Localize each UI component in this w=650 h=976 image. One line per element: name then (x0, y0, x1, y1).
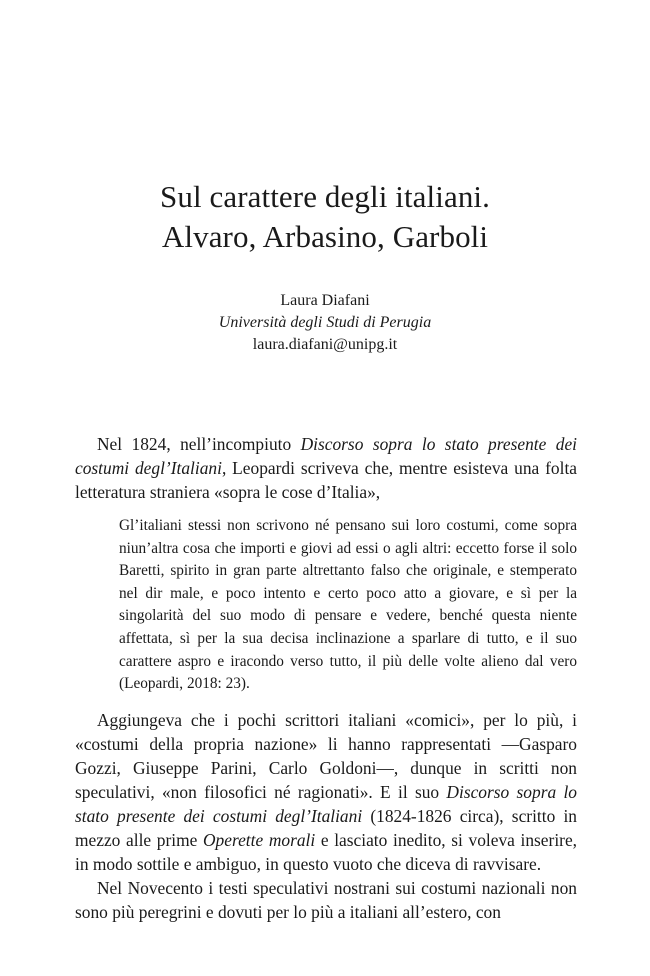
paragraph-intro-text-c: , Leopardi scriveva che, mentre esisteva una folta letteratura straniera «sopra le cose d’Italia», (75, 458, 578, 502)
author-email: laura.diafani@unipg.it (252, 336, 398, 353)
body-continuation (75, 708, 577, 924)
paragraph-second-text-c: (1824-1826 circa), scritto in mezzo alle prime (75, 806, 577, 850)
paragraph-intro (75, 432, 577, 504)
article-title-line-2: Alvaro, Arbasino, Garboli (161, 219, 489, 254)
paragraph-second-text-a: Aggiungeva che i pochi scrittori italiani «comici», per lo più, i «costumi della propria nazione» li hanno rappresentati —Gasparo Gozzi, Giuseppe Parini, Carlo Goldoni—, dunque in scritti non speculativi, «non filosofici né ragionati». E il suo (75, 710, 577, 802)
paragraph-intro-work-title: Discorso sopra lo stato presente dei costumi degl’Italiani (75, 434, 577, 478)
paragraph-second-operette-title: Operette morali (202, 830, 316, 850)
paragraph-second-work-title: Discorso sopra lo stato presente dei costumi degl’Italiani (75, 782, 577, 826)
paragraph-intro-text-a: Nel 1824, nell’incompiuto (97, 434, 301, 454)
paragraph-second (75, 708, 577, 876)
author-affiliation: Università degli Studi di Perugia (218, 314, 432, 331)
paragraph-third: Nel Novecento i testi speculativi nostrani sui costumi nazionali non sono più peregrini e dovuti per lo più a italiani all’estero, con (75, 878, 577, 922)
paragraph-second-text-e: e lasciato inedito, si voleva inserire, in modo sottile e ambiguo, in questo vuoto che diceva di ravvisare. (75, 830, 578, 874)
article-title-line-1: Sul carattere degli italiani. (160, 179, 490, 214)
block-quote: Gl’italiani stessi non scrivono né pensano sui loro costumi, come sopra niun’altra cosa che importi e giovi ad essi o agli altri: eccetto forse il solo Baretti, spirito in gran parte altrettanto falso che originale, e stemperato nel dir male, e poco intento e certo poco atto a giovare, e sì per la singolarità del suo modo di pensare e vedere, benché questa niente affettata, sì per la sua decisa inclinazione a sparlare di tutto, e il suo carattere aspro e iracondo verso tutto, il più delle volte alieno dal vero (Leopardi, 2018: 23). (119, 517, 577, 693)
author-name: Laura Diafani (280, 292, 370, 309)
